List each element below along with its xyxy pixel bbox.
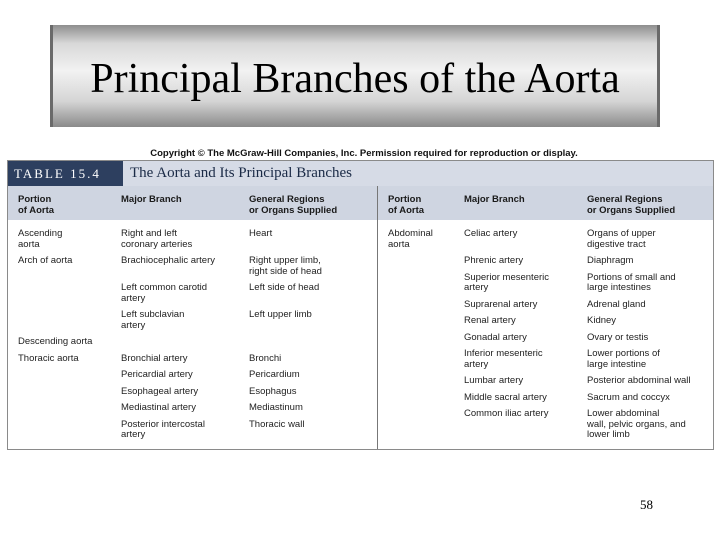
right-row-8-region: Sacrum and coccyx [587, 391, 670, 403]
column-header-portion: Portion [18, 194, 52, 205]
left-row-0-portion: aorta [18, 238, 40, 250]
left-row-3-region: Left upper limb [249, 309, 312, 320]
left-row-8-branch: Mediastinal artery [121, 402, 196, 413]
table-number: TABLE 15.4 [14, 166, 101, 181]
right-row-0-region: digestive tract [587, 238, 646, 250]
left-row-1-region: Right upper limb, [249, 255, 321, 266]
right-row-9-region: wall, pelvic organs, and [587, 418, 686, 430]
right-row-7-branch: Lumbar artery [464, 375, 524, 386]
left-row-0-portion: Ascending [18, 228, 63, 239]
right-row-5-region: Ovary or testis [587, 331, 649, 343]
left-row-9-region: Thoracic wall [249, 418, 305, 430]
left-row-5-portion: Thoracic aorta [18, 352, 79, 364]
table-title: The Aorta and Its Principal Branches [130, 165, 353, 181]
column-header-regions: General Regions [587, 194, 663, 205]
column-header-branch: Major Branch [464, 194, 525, 205]
left-row-6-branch: Pericardial artery [121, 369, 193, 380]
left-row-0-branch: coronary arteries [121, 238, 193, 250]
table-title-band [123, 161, 713, 186]
column-header-portion: of Aorta [18, 205, 55, 216]
right-row-6-region: Lower portions of [587, 348, 660, 359]
right-row-9-region: lower limb [587, 429, 630, 440]
column-header-portion: Portion [388, 194, 422, 205]
column-header-regions: General Regions [249, 194, 325, 205]
column-divider [377, 186, 378, 449]
right-row-1-region: Diaphragm [587, 255, 634, 266]
left-row-5-region: Bronchi [249, 352, 282, 364]
right-row-6-branch: artery [464, 358, 489, 370]
right-row-2-branch: Superior mesenteric [464, 271, 550, 283]
left-row-2-branch: artery [121, 292, 146, 304]
left-row-5-branch: Bronchial artery [121, 352, 188, 364]
left-row-8-region: Mediastinum [249, 402, 303, 413]
column-header-regions: or Organs Supplied [587, 205, 676, 216]
left-row-1-portion: Arch of aorta [18, 255, 73, 266]
right-row-7-region: Posterior abdominal wall [587, 375, 691, 386]
right-row-9-branch: Common iliac artery [464, 408, 549, 419]
left-row-7-branch: Esophageal artery [121, 385, 199, 397]
left-row-1-branch: Brachiocephalic artery [121, 255, 215, 266]
page-number: 58 [640, 497, 653, 512]
right-row-8-branch: Middle sacral artery [464, 391, 547, 403]
right-row-5-branch: Gonadal artery [464, 331, 527, 343]
left-row-9-branch: artery [121, 429, 146, 440]
right-row-2-region: large intestines [587, 282, 651, 293]
right-row-2-branch: artery [464, 282, 489, 293]
right-row-2-region: Portions of small and [587, 271, 676, 283]
right-row-3-region: Adrenal gland [587, 298, 646, 310]
left-row-4-portion: Descending aorta [18, 336, 93, 347]
left-row-6-region: Pericardium [249, 369, 300, 380]
copyright-notice: Copyright © The McGraw-Hill Companies, Inc. Permission required for reproduction or display. [150, 148, 578, 159]
column-header-portion: of Aorta [388, 205, 425, 216]
right-row-4-region: Kidney [587, 315, 617, 326]
right-row-9-region: Lower abdominal [587, 408, 660, 419]
right-row-0-portion: aorta [388, 238, 410, 250]
left-row-3-branch: Left subclavian [121, 309, 185, 320]
right-row-3-branch: Suprarenal artery [464, 298, 538, 310]
title-banner [50, 25, 660, 127]
column-header-branch: Major Branch [121, 194, 182, 205]
right-row-0-branch: Celiac artery [464, 228, 518, 239]
aorta-branches-table [7, 160, 714, 450]
right-row-0-region: Organs of upper [587, 228, 656, 239]
left-row-9-branch: Posterior intercostal [121, 418, 205, 430]
right-row-6-branch: Inferior mesenteric [464, 348, 543, 359]
column-header-regions: or Organs Supplied [249, 205, 338, 216]
left-row-1-region: right side of head [249, 265, 322, 277]
left-row-3-branch: artery [121, 319, 146, 331]
left-row-0-branch: Right and left [121, 228, 177, 239]
right-row-4-branch: Renal artery [464, 315, 516, 326]
right-row-1-branch: Phrenic artery [464, 255, 524, 266]
table-header-bar [8, 161, 713, 186]
slide-title: Principal Branches of the Aorta [90, 56, 620, 102]
left-row-7-region: Esophagus [249, 385, 297, 397]
left-row-2-branch: Left common carotid [121, 282, 208, 293]
left-row-2-region: Left side of head [249, 282, 320, 293]
right-row-6-region: large intestine [587, 358, 647, 370]
right-row-0-portion: Abdominal [388, 228, 433, 239]
left-row-0-region: Heart [249, 228, 273, 239]
